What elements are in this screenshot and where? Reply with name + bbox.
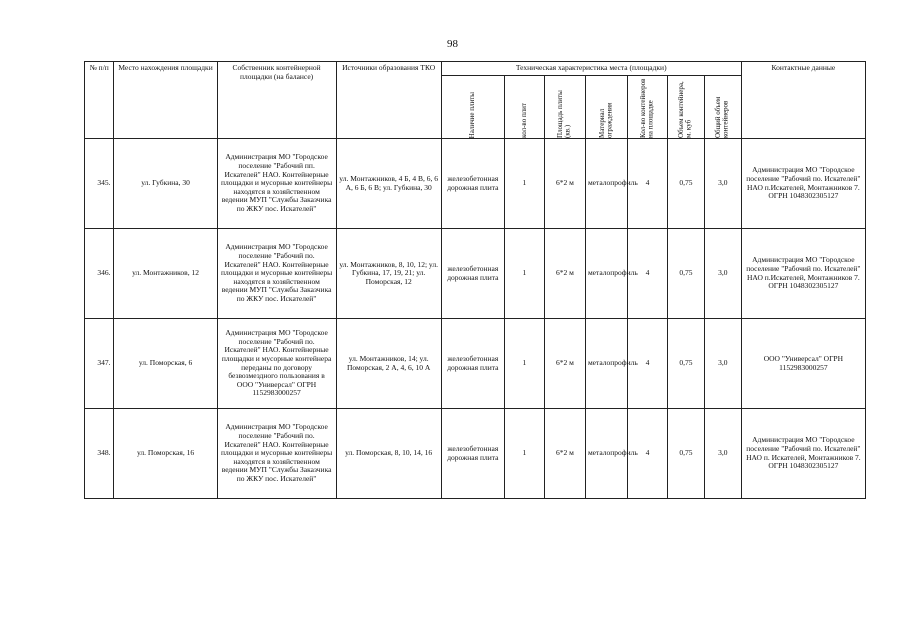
header-contacts: Контактные данные (741, 62, 865, 139)
cell-plates-count: 1 (504, 229, 544, 319)
cell-fence: металопрофиль (585, 409, 627, 499)
subheader-fence: Материал ограждения (585, 76, 627, 139)
cell-owner: Администрация МО "Городское поселение "Рабочий по. Искателей" НАО. Контейнерные площадки и мусорные контейнера переданы по договору безвозмездного пользования в ООО "Универсал" ОГРН 1152983000257 (217, 319, 336, 409)
cell-num: 345. (85, 139, 114, 229)
table-row (85, 409, 866, 499)
cell-place: ул. Поморская, 6 (114, 319, 217, 409)
table-row (85, 229, 866, 319)
subheader-plates-count: кол-во плит (504, 76, 544, 139)
cell-volume: 0,75 (668, 319, 705, 409)
subheader-volume: Объем контейнера, м. куб (668, 76, 705, 139)
cell-area: 6*2 м (544, 139, 585, 229)
cell-sources: ул. Монтажников, 8, 10, 12; ул. Губкина, 17, 19, 21; ул. Поморская, 12 (336, 229, 441, 319)
cell-plates-count: 1 (504, 319, 544, 409)
cell-containers: 4 (628, 409, 668, 499)
cell-num: 347. (85, 319, 114, 409)
cell-plates-count: 1 (504, 139, 544, 229)
cell-fence: металопрофиль (585, 229, 627, 319)
cell-containers: 4 (628, 139, 668, 229)
header-sources: Источники образования ТКО (336, 62, 441, 139)
header-place: Место нахождения площадки (114, 62, 217, 139)
page-number: 98 (447, 38, 458, 50)
cell-total: 3,0 (704, 229, 741, 319)
subheader-containers: Кол-во контейнеров на площадке (628, 76, 668, 139)
cell-contacts: Администрация МО "Городское поселение "Рабочий по. Искателей" НАО п.Искателей, Монтажников 7. ОГРН 1048302305127 (741, 139, 865, 229)
cell-containers: 4 (628, 229, 668, 319)
table-row (85, 139, 866, 229)
cell-area: 6*2 м (544, 409, 585, 499)
cell-contacts: Администрация МО "Городское поселение "Рабочий по. Искателей" НАО п. Искателей, Монтажников 7. ОГРН 1048302305127 (741, 409, 865, 499)
header-tech: Техническая характеристика места (площадки) (441, 62, 741, 76)
cell-fence: металопрофиль (585, 319, 627, 409)
cell-plate: железобетонная дорожная плита (441, 319, 504, 409)
cell-sources: ул. Поморская, 8, 10, 14, 16 (336, 409, 441, 499)
cell-fence: металопрофиль (585, 139, 627, 229)
cell-contacts: ООО "Универсал" ОГРН 1152983000257 (741, 319, 865, 409)
subheader-plate: Наличие плиты (441, 76, 504, 139)
cell-contacts: Администрация МО "Городское поселение "Рабочий по. Искателей" НАО п.Искателей, Монтажников 7. ОГРН 1048302305127 (741, 229, 865, 319)
table-row (85, 319, 866, 409)
cell-volume: 0,75 (668, 229, 705, 319)
cell-total: 3,0 (704, 139, 741, 229)
cell-plate: железобетонная дорожная плита (441, 229, 504, 319)
cell-total: 3,0 (704, 409, 741, 499)
container-sites-table (84, 61, 866, 499)
cell-place: ул. Монтажников, 12 (114, 229, 217, 319)
subheader-area: Площадь плиты (кв.) (544, 76, 585, 139)
cell-owner: Администрация МО "Городское поселение "Рабочий пп. Искателей" НАО. Контейнерные площадки и мусорные контейнеры находятся в хозяйственном ведении МУП "Службы Заказчика по ЖКУ пос. Искателей" (217, 139, 336, 229)
cell-owner: Администрация МО "Городское поселение "Рабочий по. Искателей" НАО. Контейнерные площадки и мусорные контейнеры находятся в хозяйственном ведении МУП "Службы Заказчика по ЖКУ пос. Искателей" (217, 229, 336, 319)
cell-sources: ул. Монтажников, 14; ул. Поморская, 2 А, 4, 6, 10 А (336, 319, 441, 409)
header-owner: Собственник контейнерной площадки (на балансе) (217, 62, 336, 139)
cell-owner: Администрация МО "Городское поселение "Рабочий по. Искателей" НАО. Контейнерные площадки и мусорные контейнеры находятся в хозяйственном ведении МУП "Службы Заказчика по ЖКУ пос. Искателей" (217, 409, 336, 499)
cell-sources: ул. Монтажников, 4 Б, 4 В, 6, 6 А, 6 Б, 6 В; ул. Губкина, 30 (336, 139, 441, 229)
header-row (85, 62, 866, 76)
cell-area: 6*2 м (544, 319, 585, 409)
cell-volume: 0,75 (668, 139, 705, 229)
cell-plates-count: 1 (504, 409, 544, 499)
cell-plate: железобетонная дорожная плита (441, 409, 504, 499)
cell-area: 6*2 м (544, 229, 585, 319)
cell-containers: 4 (628, 319, 668, 409)
cell-volume: 0,75 (668, 409, 705, 499)
subheader-total: Общий объем контейнеров (704, 76, 741, 139)
cell-total: 3,0 (704, 319, 741, 409)
header-num: № п/п (85, 62, 114, 139)
cell-place: ул. Поморская, 16 (114, 409, 217, 499)
cell-place: ул. Губкина, 30 (114, 139, 217, 229)
cell-num: 348. (85, 409, 114, 499)
cell-plate: железобетонная дорожная плита (441, 139, 504, 229)
cell-num: 346. (85, 229, 114, 319)
